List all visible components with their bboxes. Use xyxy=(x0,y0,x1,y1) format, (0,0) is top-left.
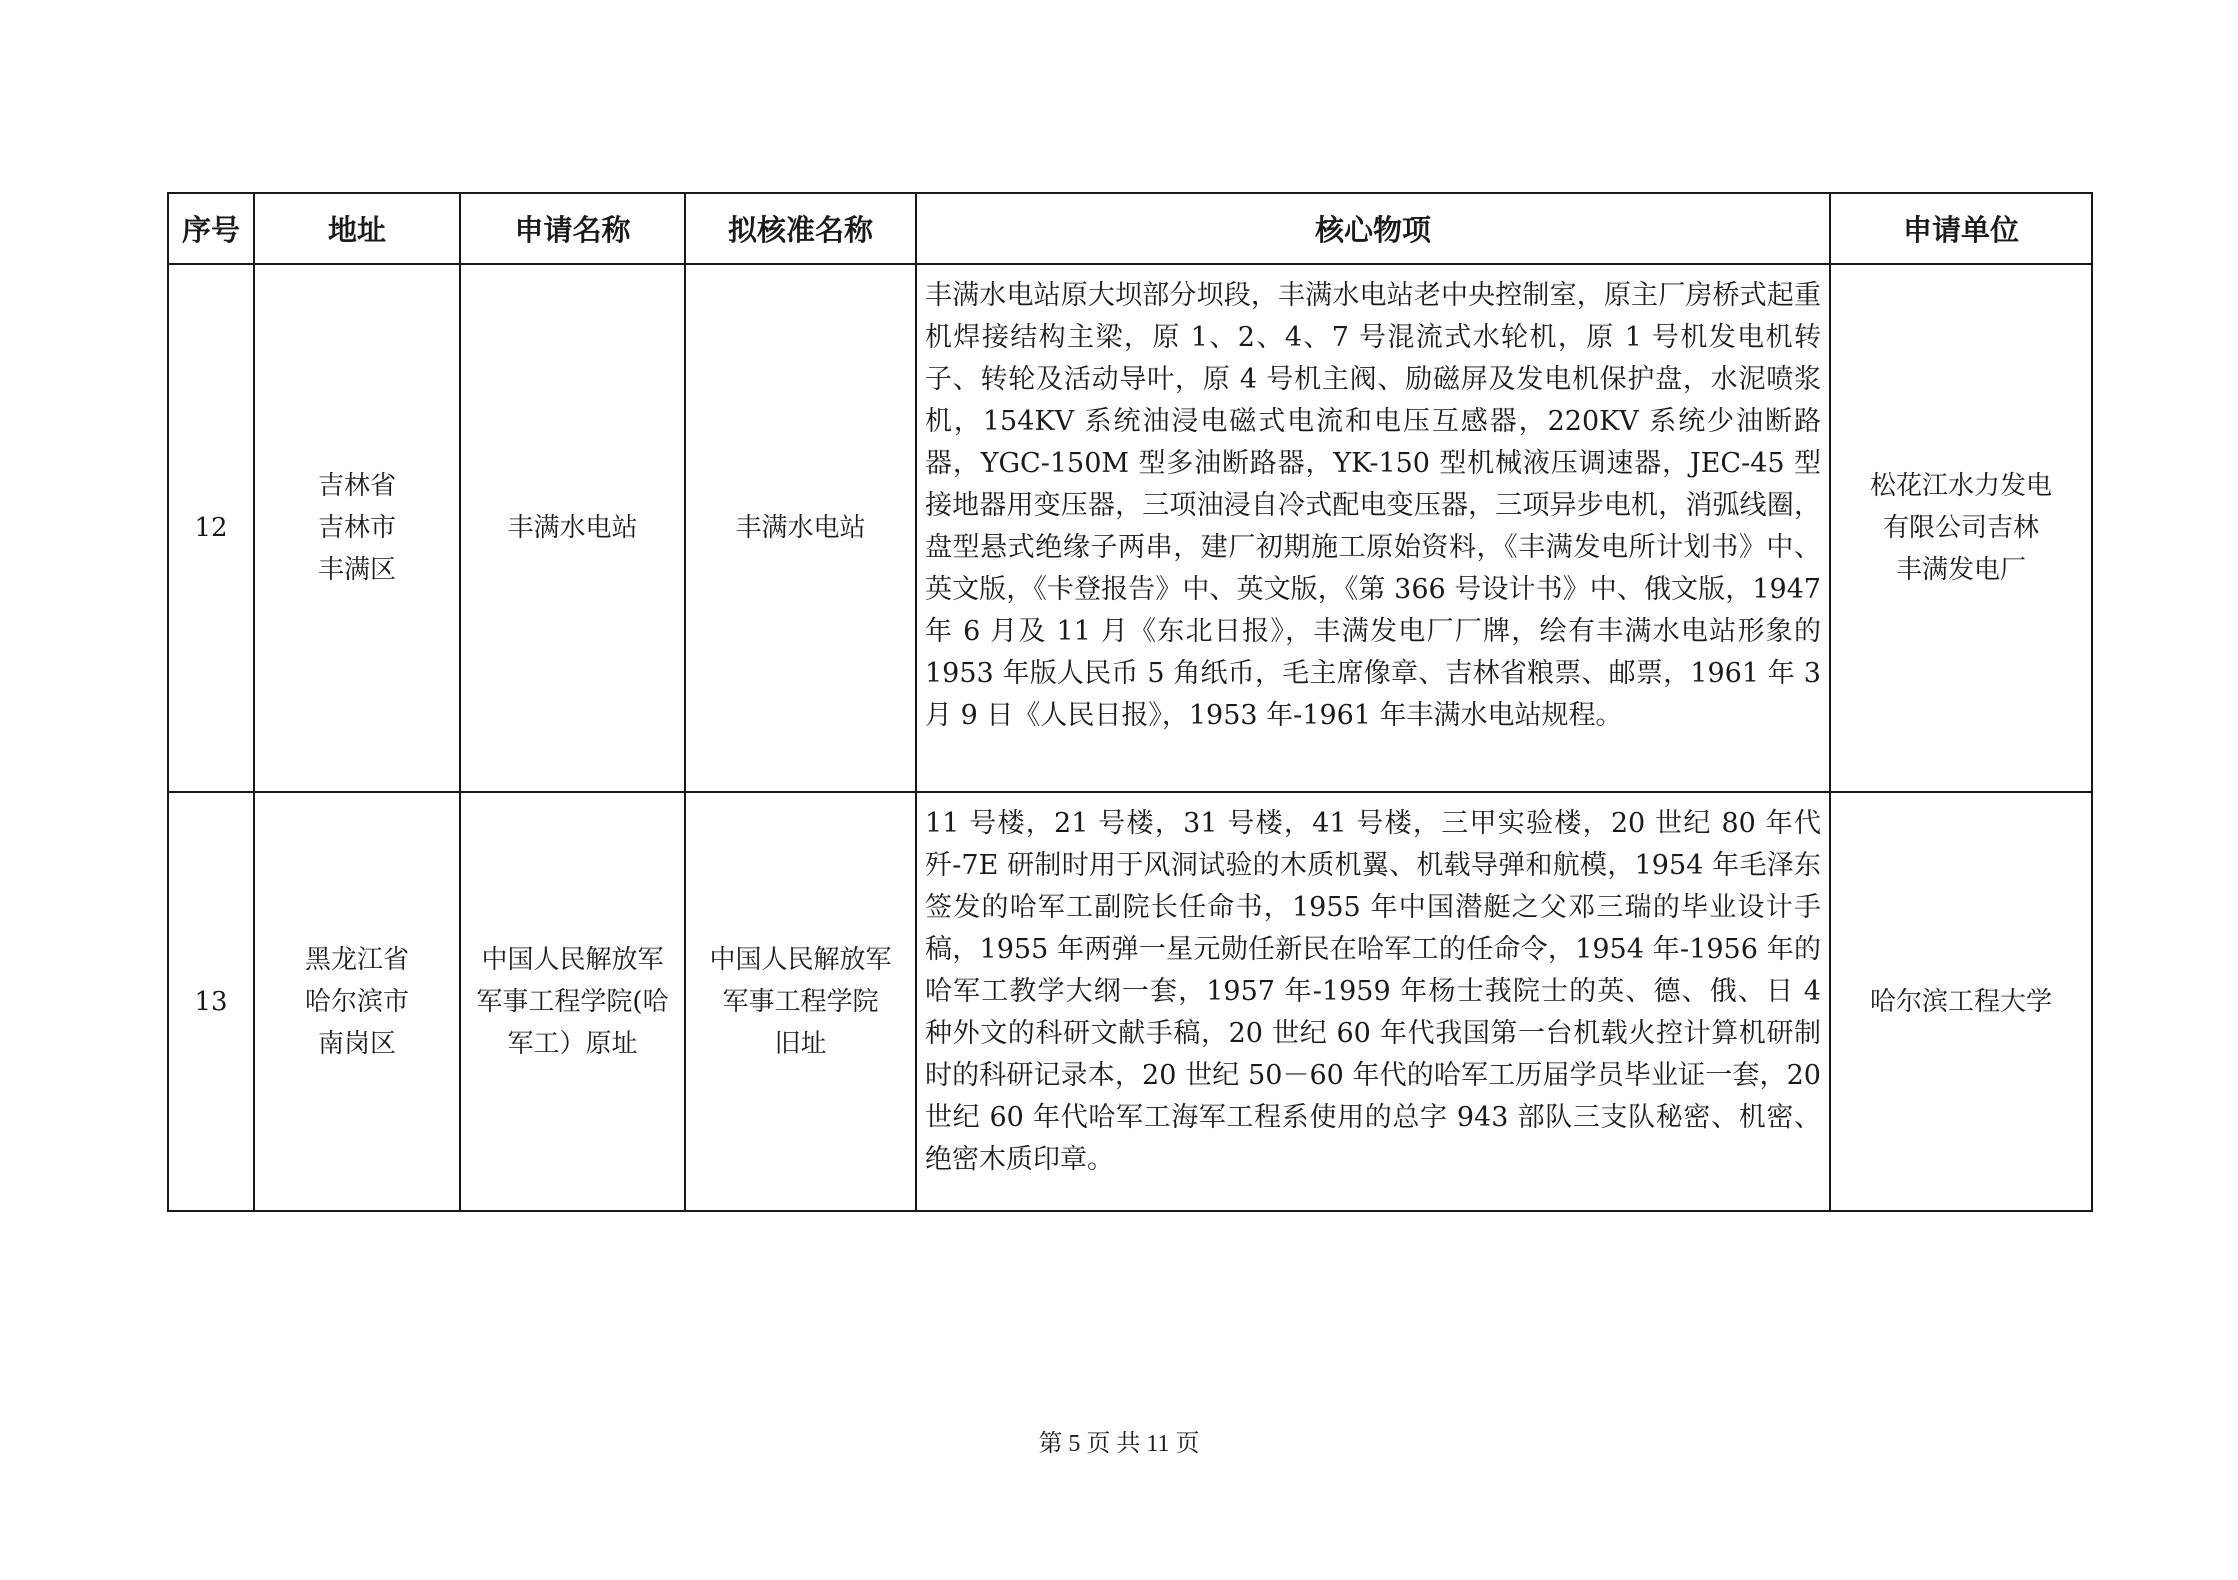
cell-address xyxy=(254,792,460,1211)
cell-no xyxy=(168,792,254,1211)
row-number: 13 xyxy=(194,986,228,1017)
cell-core-items: 11 号楼，21 号楼，31 号楼，41 号楼，三甲实验楼，20 世纪 80 年代歼-7E 研制时用于风洞试验的木质机翼、机载导弹和航模，1954 年毛泽东签发的哈军工副院长任命书，1955 年中国潜艇之父邓三瑞的毕业设计手稿，1955 年两弹一星元勋任新民在哈军工的任命令，1954 年-1956 年的哈军工教学大纲一套，1957 年-1959 年杨士莪院士的英、德、俄、日 4 种外文的科研文献手稿，20 世纪 60 年代我国第一台机载火控计算机研制时的科研记录本，20 世纪 50－60 年代的哈军工历届学员毕业证一套，20 世纪 60 年代哈军工海军工程系使用的总字 943 部队三支队秘密、机密、绝密木质印章。 xyxy=(916,792,1830,1211)
header-address: 地址 xyxy=(254,193,460,264)
applicant-line: 哈尔滨工程大学 xyxy=(1869,986,2052,1017)
page-footer: 第 5 页 共 11 页 xyxy=(1038,1431,1200,1457)
cell-apply-name xyxy=(460,264,685,792)
cell-core-items: 丰满水电站原大坝部分坝段，丰满水电站老中央控制室，原主厂房桥式起重机焊接结构主梁，原 1、2、4、7 号混流式水轮机，原 1 号机发电机转子、转轮及活动导叶，原 4 号机主阀、励磁屏及发电机保护盘，水泥喷浆机，154KV 系统油浸电磁式电流和电压互感器，220KV 系统少油断路器，YGC-150M 型多油断路器，YK-150 型机械液压调速器，JEC-45 型接地器用变压器，三项油浸自冷式配电变压器，三项异步电机，消弧线圈，盘型悬式绝缘子两串，建厂初期施工原始资料，《丰满发电所计划书》中、英文版，《卡登报告》中、英文版，《第 366 号设计书》中、俄文版，1947 年 6 月及 11 月《东北日报》，丰满发电厂厂牌，绘有丰满水电站形象的 1953 年版人民币 5 角纸币，毛主席像章、吉林省粮票、邮票，1961 年 3 月 9 日《人民日报》，1953 年-1961 年丰满水电站规程。 xyxy=(916,264,1830,792)
table-row xyxy=(168,264,2092,792)
address-line: 丰满区 xyxy=(317,555,396,585)
apply-name-line: 中国人民解放军 xyxy=(481,944,664,975)
approved-name-line: 丰满水电站 xyxy=(735,513,866,543)
cell-no xyxy=(168,264,254,792)
cell-applicant xyxy=(1830,792,2092,1211)
heritage-table xyxy=(167,192,2093,1212)
table-header-row xyxy=(168,193,2092,264)
apply-name-line: 军事工程学院(哈 xyxy=(476,986,669,1017)
cell-apply-name xyxy=(460,792,685,1211)
header-no: 序号 xyxy=(168,193,254,264)
applicant-line: 有限公司吉林 xyxy=(1882,513,2039,543)
cell-approved-name xyxy=(685,264,916,792)
address-line: 黑龙江省 xyxy=(304,944,409,975)
address-line: 南岗区 xyxy=(317,1028,396,1059)
address-line: 吉林市 xyxy=(317,513,396,543)
address-line: 哈尔滨市 xyxy=(304,986,409,1017)
cell-address xyxy=(254,264,460,792)
apply-name-line: 军工）原址 xyxy=(507,1028,638,1059)
header-apply-name: 申请名称 xyxy=(460,193,685,264)
header-core-items: 核心物项 xyxy=(916,193,1830,264)
header-applicant: 申请单位 xyxy=(1830,193,2092,264)
approved-name-line: 旧址 xyxy=(774,1028,827,1059)
cell-approved-name xyxy=(685,792,916,1211)
applicant-line: 丰满发电厂 xyxy=(1895,555,2026,585)
approved-name-line: 军事工程学院 xyxy=(722,986,879,1017)
approved-name-line: 中国人民解放军 xyxy=(709,944,892,975)
apply-name-line: 丰满水电站 xyxy=(507,513,638,543)
row-number: 12 xyxy=(194,513,228,543)
applicant-line: 松花江水力发电 xyxy=(1869,471,2052,501)
cell-applicant xyxy=(1830,264,2092,792)
table-row xyxy=(168,792,2092,1211)
address-line: 吉林省 xyxy=(317,471,396,501)
header-approved-name: 拟核准名称 xyxy=(685,193,916,264)
